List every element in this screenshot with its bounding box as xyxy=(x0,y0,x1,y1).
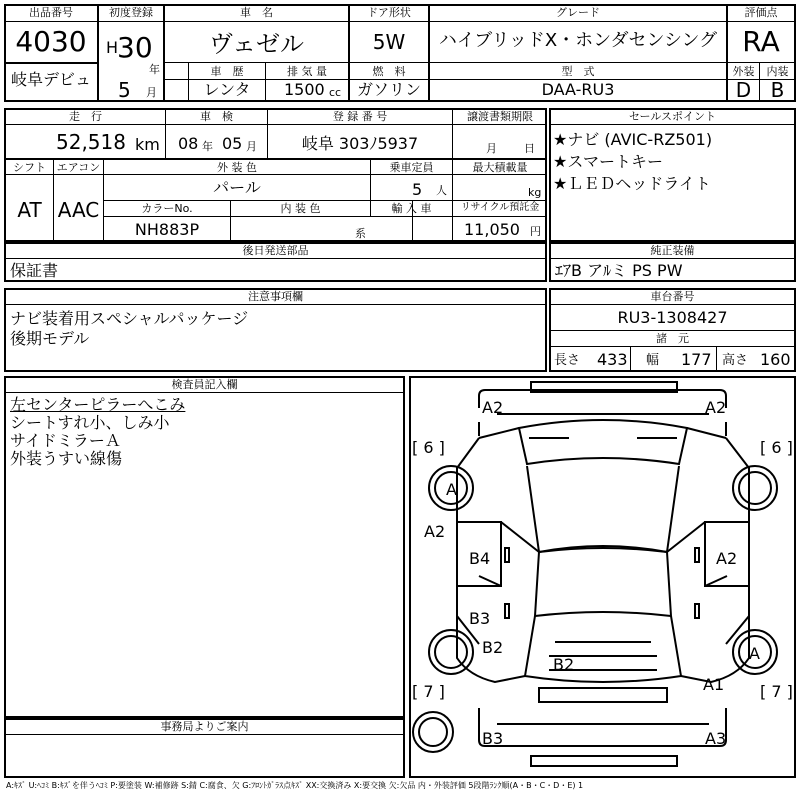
inspector-line-1: 左センターピラーへこみ xyxy=(10,395,186,414)
import-label: 輸 入 車 xyxy=(391,202,432,215)
score: RA xyxy=(742,25,780,58)
later-items: 保証書 xyxy=(10,261,59,280)
office-label: 事務局よりご案内 xyxy=(160,720,249,733)
length: 433 xyxy=(597,350,628,369)
sales-point-1: ★ナビ (AVIC-RZ501) xyxy=(553,130,713,149)
grade-label: グレード xyxy=(556,6,600,19)
inspector-line-3: サイドミラーＡ xyxy=(10,431,121,450)
inspection-year-unit: 年 xyxy=(202,140,213,153)
mark-door-rl-rear: B3 xyxy=(469,609,491,628)
sales-point-2: ★スマートキー xyxy=(553,152,664,171)
mark-qtr-l: B2 xyxy=(482,638,504,657)
mark-rear-left: B3 xyxy=(482,729,504,748)
shift-label: シフト xyxy=(13,161,46,174)
color-no: NH883P xyxy=(134,220,200,239)
car-diagram-drawing xyxy=(409,376,796,778)
car-name: ヴェゼル xyxy=(208,30,305,58)
note-2: 後期モデル xyxy=(10,329,90,348)
mark-tyre-fr: [ 6 ] xyxy=(760,438,793,457)
mark-fender-l: A2 xyxy=(424,522,446,541)
color-no-label: カラーNo. xyxy=(141,202,193,215)
reg-year: 30 xyxy=(117,31,153,64)
sales-point-3: ★ＬＥＤヘッドライト xyxy=(553,174,711,193)
fuel-label: 燃 料 xyxy=(372,65,406,78)
height-label: 高さ xyxy=(722,353,749,368)
capacity: 5 xyxy=(412,180,423,199)
fuel: ガソリン xyxy=(356,80,421,99)
transfer-day-unit: 日 xyxy=(524,142,535,155)
exterior-grade: D xyxy=(735,78,752,102)
transfer-label: 譲渡書類期限 xyxy=(467,110,533,123)
grade: ハイブリッドX・ホンダセンシング xyxy=(438,30,718,51)
mark-tyre-rl: [ 7 ] xyxy=(412,682,445,701)
model: DAA-RU3 xyxy=(541,80,615,99)
mileage-label: 走 行 xyxy=(69,110,102,123)
note-1: ナビ装着用スペシャルパッケージ xyxy=(10,309,249,328)
door: 5W xyxy=(372,30,406,54)
later-items-label: 後日発送部品 xyxy=(242,244,309,257)
dims-label: 諸 元 xyxy=(656,332,689,345)
inspection-label: 車 検 xyxy=(200,110,233,123)
shift: AT xyxy=(17,198,42,222)
lot-no-label: 出品番号 xyxy=(29,6,73,19)
mark-door-rr-front: A2 xyxy=(716,549,738,568)
genuine-equipment-label: 純正装備 xyxy=(650,244,695,257)
mark-front-right: A2 xyxy=(705,398,727,417)
genuine-equipment: ｴｱB アﾙミ PS PW xyxy=(555,261,683,280)
ac-label: エアコン xyxy=(56,161,101,174)
era: H xyxy=(106,38,119,57)
mark-tyre-fl: [ 6 ] xyxy=(412,438,445,457)
reg-no-label: 登 録 番 号 xyxy=(332,110,388,123)
inspector-line-4: 外装うすい線傷 xyxy=(10,449,123,468)
sales-points-label: セールスポイント xyxy=(628,110,716,123)
reg-year-unit: 年 xyxy=(149,63,160,76)
capacity-unit: 人 xyxy=(436,184,447,197)
width: 177 xyxy=(681,350,712,369)
legend: A:ｷｽﾞ U:ﾍｺﾐ B:ｷｽﾞを伴うﾍｺﾐ P:要塗装 W:補修跡 S:錆 C:腐食、欠 G:ﾌﾛﾝﾄｶﾞﾗｽ点ｷｽﾞ XX:交換済み X:要交換 欠:欠品 内・外装評価 5段階ﾗﾝｸ順(A・B・C・D・E) 1 xyxy=(6,781,584,790)
interior-grade: B xyxy=(770,78,785,102)
max-load-label: 最大積載量 xyxy=(472,161,528,174)
width-label: 幅 xyxy=(646,353,660,368)
lot-no: 4030 xyxy=(15,25,87,58)
score-label: 評価点 xyxy=(744,6,778,19)
mark-tyre-rr: [ 7 ] xyxy=(760,682,793,701)
inspection-month-unit: 月 xyxy=(246,140,257,153)
car-name-label: 車 名 xyxy=(240,6,273,19)
displacement-label: 排 気 量 xyxy=(287,65,327,78)
exterior-grade-label: 外装 xyxy=(732,65,755,78)
chassis: RU3-1308427 xyxy=(617,308,728,327)
mark-door-rl-front: B4 xyxy=(469,549,491,568)
inspection-year: 08 xyxy=(178,134,199,153)
interior-color-unit: 系 xyxy=(355,227,366,240)
mark-wheel-rr: A xyxy=(749,644,760,663)
venue: 岐阜デビュ xyxy=(10,70,91,89)
displacement: 1500 xyxy=(284,80,325,99)
mark-front-left: A2 xyxy=(482,398,504,417)
inspector-label: 検査員記入欄 xyxy=(171,378,238,391)
ac: AAC xyxy=(57,198,100,222)
history: レンタ xyxy=(203,80,251,99)
capacity-label: 乗車定員 xyxy=(389,161,434,174)
inspector-line-2: シートすれ小、しみ小 xyxy=(10,413,170,432)
mileage-unit: km xyxy=(135,135,160,154)
first-reg-label: 初度登録 xyxy=(109,6,153,19)
reg-month-unit: 月 xyxy=(146,86,157,99)
max-load-unit: kg xyxy=(528,186,542,199)
interior-color-label: 内 装 色 xyxy=(280,202,321,215)
history-label: 車 歴 xyxy=(210,65,244,78)
door-label: ドア形状 xyxy=(367,6,411,19)
inspection-month: 05 xyxy=(222,134,243,153)
mark-qtr-r: A1 xyxy=(703,675,725,694)
length-label: 長さ xyxy=(554,353,581,368)
recycle-label: リサイクル預託金 xyxy=(460,202,540,213)
exterior-color-label: 外 装 色 xyxy=(217,161,257,174)
exterior-color: パール xyxy=(213,178,261,197)
interior-grade-label: 内装 xyxy=(766,65,789,78)
recycle: 11,050 xyxy=(464,220,520,239)
displacement-unit: cc xyxy=(329,86,342,99)
model-label: 型 式 xyxy=(561,65,595,78)
mileage: 52,518 xyxy=(56,130,126,154)
recycle-unit: 円 xyxy=(530,225,541,238)
mark-rear-right: A3 xyxy=(705,729,727,748)
chassis-label: 車台番号 xyxy=(650,290,695,303)
height: 160 xyxy=(760,350,791,369)
reg-no: 岐阜 303ﾉ5937 xyxy=(301,134,419,153)
mark-floor: B2 xyxy=(553,655,575,674)
notes-label: 注意事項欄 xyxy=(248,290,303,303)
transfer-month-unit: 月 xyxy=(486,142,497,155)
reg-month: 5 xyxy=(118,78,131,102)
mark-wheel-fl: A xyxy=(446,480,457,499)
